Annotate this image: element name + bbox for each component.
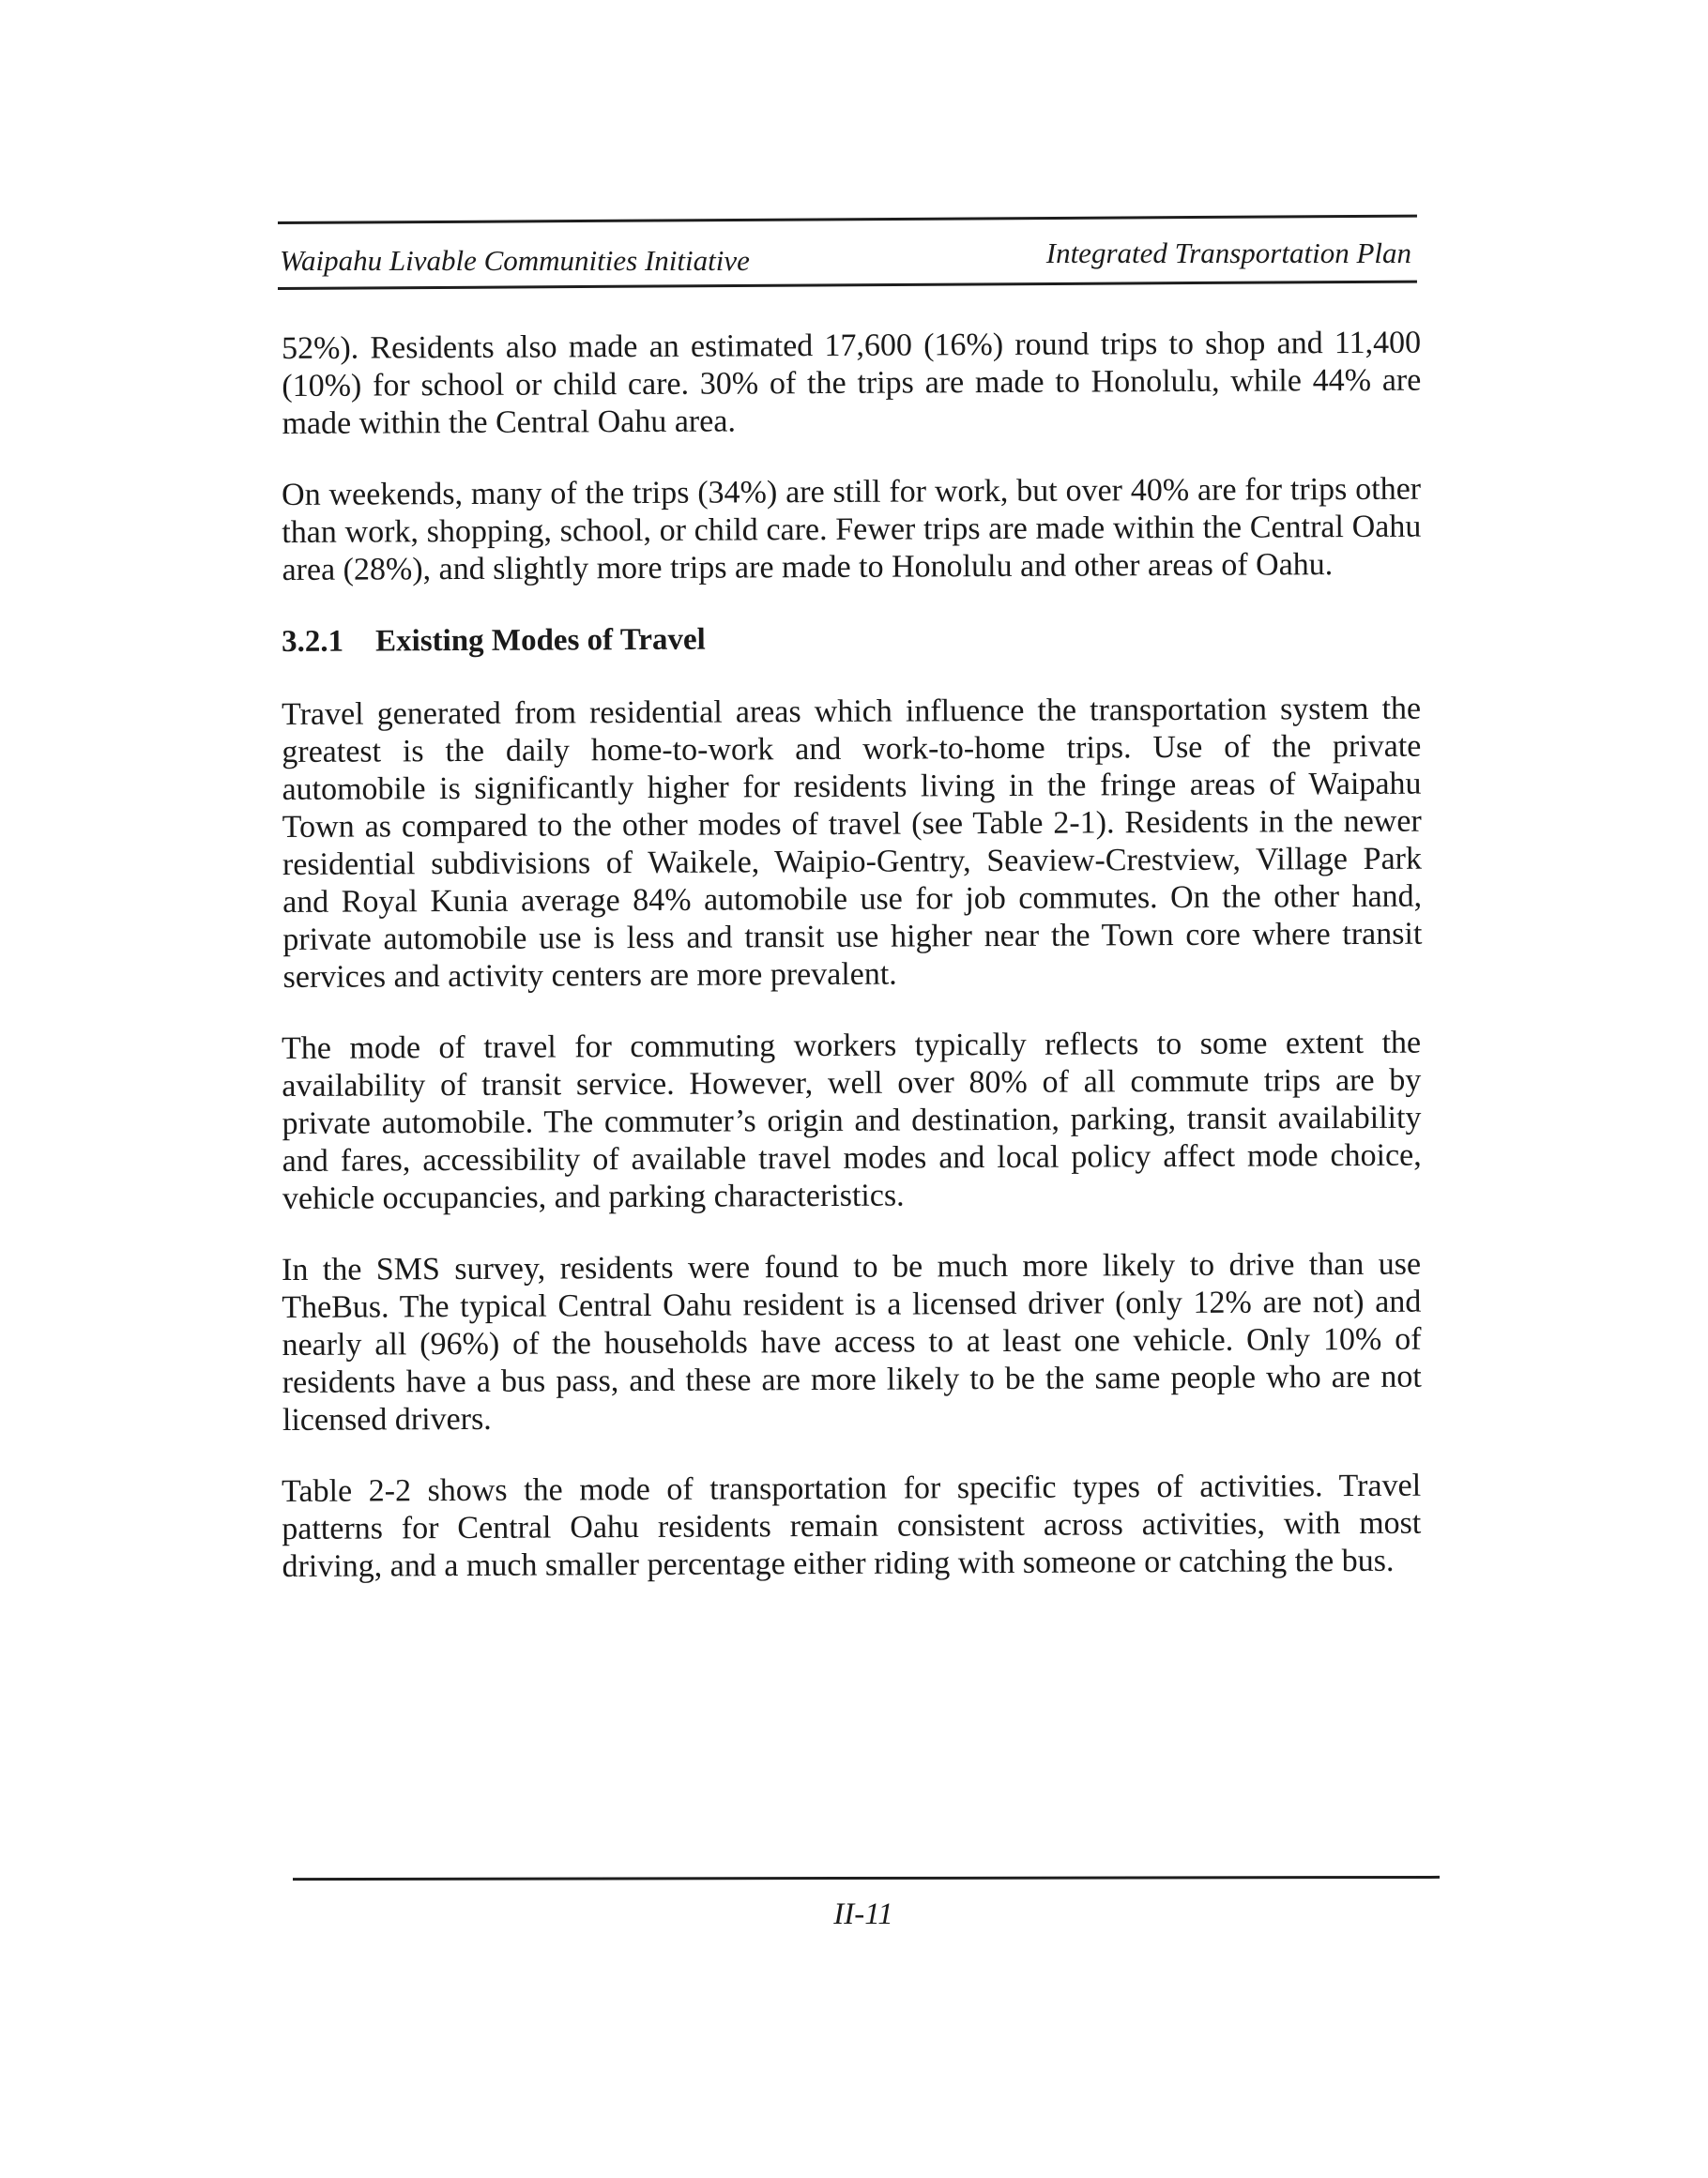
paragraph-commute-mode: The mode of travel for commuting workers typically reflects to some extent the availability of transit service. However, well over 80% of all commute trips are by private automobile. The commuter’s origin and destination, parking, transit availability and fares, accessibility of available travel modes and local policy affect mode choice, vehicle occupancies, and parking characteristics. (282, 1025, 1422, 1216)
paragraph-weekend-trips: On weekends, many of the trips (34%) are still for work, but over 40% are for trips other than work, shopping, school, or child care. Fewer trips are made within the Central Oahu area (28%), and slightly more trips are made to Honolulu and other areas of Oahu. (282, 471, 1422, 587)
paragraph-table-reference: Table 2-2 shows the mode of transportation for specific types of activities. Travel patterns for Central Oahu residents remain consistent across activities, with most driving, and a much smaller percentage either riding with someone or catching the bus. (282, 1468, 1422, 1584)
section-number: 3.2.1 (282, 624, 344, 659)
section-heading (282, 617, 1421, 661)
header-left-title: Waipahu Livable Communities Initiative (280, 244, 750, 277)
page-number: II-11 (833, 1897, 893, 1931)
header-top-rule (278, 215, 1417, 224)
section-title: Existing Modes of Travel (375, 622, 706, 659)
paragraph-residential-travel: Travel generated from residential areas which influence the transportation system the greatest is the daily home-to-work and work-to-home trips. Use of the private automobile is significantly higher for residents living in the fringe areas of Waipahu Town as compared to the other modes of travel (see Table 2-1). Residents in the newer residential subdivisions of Waikele, Waipio-Gentry, Seaview-Crestview, Village Park and Royal Kunia average 84% automobile use for job commutes. On the other hand, private automobile use is less and transit use higher near the Town core where transit services and activity centers are more prevalent. (282, 691, 1423, 995)
running-header (278, 221, 1417, 293)
paragraph-sms-survey: In the SMS survey, residents were found to be much more likely to drive than use TheBus. The typical Central Oahu resident is a licensed driver (only 12% are not) and nearly all (96%) of the households have access to at least one vehicle. Only 10% of residents have a bus pass, and these are more likely to be the same people who are not licensed drivers. (282, 1246, 1422, 1438)
body-text (282, 325, 1423, 1620)
header-bottom-rule (278, 281, 1417, 290)
paragraph-trip-purposes: 52%). Residents also made an estimated 17,600 (16%) round trips to shop and 11,400 (10%) for school or child care. 30% of the trips are made to Honolulu, while 44% are made within the Central Oahu area. (282, 325, 1422, 441)
footer-rule (293, 1876, 1440, 1881)
header-right-title: Integrated Transportation Plan (1045, 236, 1411, 269)
